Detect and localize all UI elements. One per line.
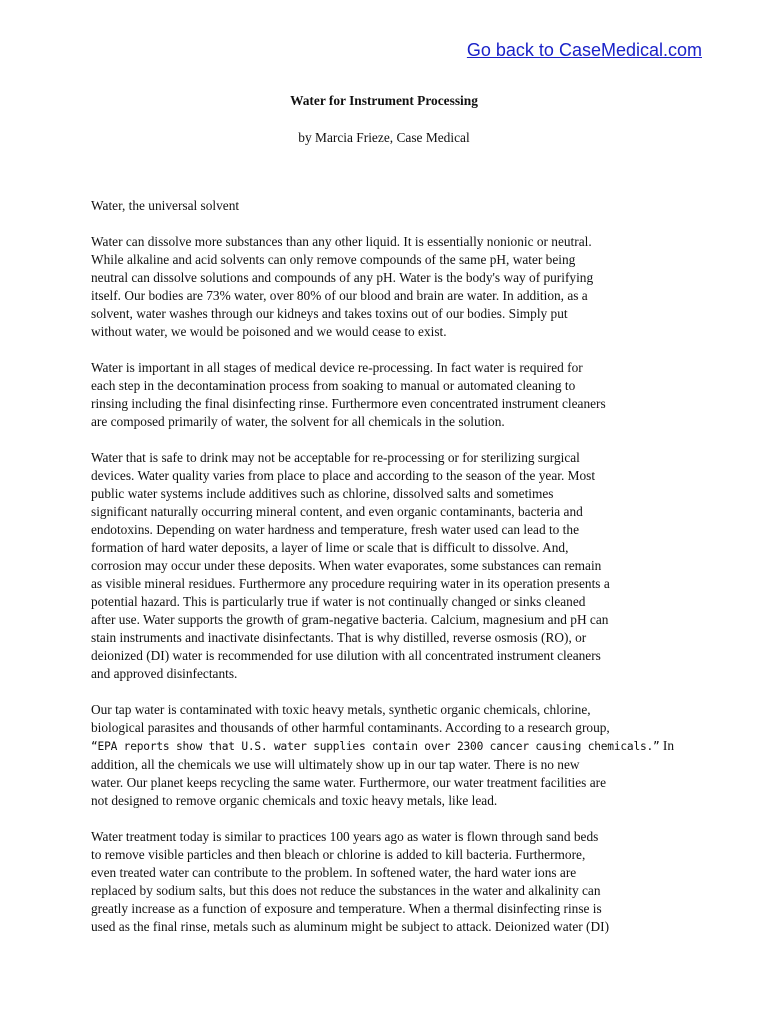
text-line: are composed primarily of water, the solvent for all chemicals in the solution. [91, 414, 505, 429]
paragraph-5 [91, 828, 686, 936]
text-line: replaced by sodium salts, but this does not reduce the substances in the water and alkalinity can [91, 883, 601, 898]
text-line: potential hazard. This is particularly true if water is not continually changed or sinks cleaned [91, 594, 586, 609]
text-line: biological parasites and thousands of other harmful contaminants. According to a research group, [91, 720, 610, 735]
text-line: Water can dissolve more substances than any other liquid. It is essentially nonionic or neutral. [91, 234, 592, 249]
text-line: corrosion may occur under these deposits. When water evaporates, some substances can remain [91, 558, 602, 573]
text-line: to remove visible particles and then bleach or chlorine is added to kill bacteria. Furthermore, [91, 847, 586, 862]
text-line: Water that is safe to drink may not be acceptable for re-processing or for sterilizing surgical [91, 450, 580, 465]
text-line: devices. Water quality varies from place to place and according to the season of the year. Most [91, 468, 596, 483]
paragraph-2 [91, 359, 686, 431]
text-line: and approved disinfectants. [91, 666, 238, 681]
text-line: even treated water can contribute to the problem. In softened water, the hard water ions are [91, 865, 577, 880]
text-line: solvent, water washes through our kidneys and takes toxins out of our bodies. Simply put [91, 306, 568, 321]
back-to-casemedical-link[interactable]: Go back to CaseMedical.com [466, 40, 702, 60]
text-line: each step in the decontamination process from soaking to manual or automated cleaning to [91, 378, 576, 393]
section-heading: Water, the universal solvent [91, 198, 240, 213]
article-title: Water for Instrument Processing [290, 93, 478, 108]
text-line: deionized (DI) water is recommended for use dilution with all concentrated instrument cleaners [91, 648, 601, 663]
text-line: after use. Water supports the growth of gram-negative bacteria. Calcium, magnesium and pH can [91, 612, 609, 627]
text-line-with-quote [91, 737, 686, 756]
text-line: greatly increase as a function of exposure and temperature. When a thermal disinfecting rinse is [91, 901, 602, 916]
text-line: Our tap water is contaminated with toxic heavy metals, synthetic organic chemicals, chlorine, [91, 702, 591, 717]
text-line: public water systems include additives such as chlorine, dissolved salts and sometimes [91, 486, 554, 501]
article-body [91, 197, 686, 954]
quote-tail: In [659, 738, 675, 753]
article-byline: by Marcia Frieze, Case Medical [298, 130, 470, 145]
paragraph-4 [91, 701, 686, 810]
text-line: rinsing including the final disinfecting rinse. Furthermore even concentrated instrument cleaners [91, 396, 606, 411]
text-line: endotoxins. Depending on water hardness and temperature, fresh water used can lead to the [91, 522, 579, 537]
text-line: used as the final rinse, metals such as aluminum might be subject to attack. Deionized water (DI) [91, 919, 610, 934]
text-line: without water, we would be poisoned and we would cease to exist. [91, 324, 447, 339]
text-line: significant naturally occurring mineral content, and even organic contaminants, bacteria and [91, 504, 583, 519]
text-line: Water is important in all stages of medical device re-processing. In fact water is required for [91, 360, 583, 375]
text-line: neutral can dissolve solutions and compounds of any pH. Water is the body's way of purifying [91, 270, 594, 285]
text-line: water. Our planet keeps recycling the same water. Furthermore, our water treatment facilities are [91, 775, 606, 790]
text-line: While alkaline and acid solvents can only remove compounds of the same pH, water being [91, 252, 576, 267]
paragraph-1 [91, 233, 686, 341]
text-line: itself. Our bodies are 73% water, over 80% of our blood and brain are water. In addition, as a [91, 288, 588, 303]
text-line: as visible mineral residues. Furthermore any procedure requiring water in its operation presents a [91, 576, 610, 591]
text-line: not designed to remove organic chemicals and toxic heavy metals, like lead. [91, 793, 498, 808]
text-line: Water treatment today is similar to practices 100 years ago as water is flown through sand beds [91, 829, 599, 844]
text-line: stain instruments and inactivate disinfectants. That is why distilled, reverse osmosis (RO), or [91, 630, 587, 645]
text-line: addition, all the chemicals we use will ultimately show up in our tap water. There is no new [91, 757, 580, 772]
epa-quote: “EPA reports show that U.S. water supplies contain over 2300 cancer causing chemicals.” [91, 740, 660, 753]
paragraph-3 [91, 449, 686, 683]
text-line: formation of hard water deposits, a layer of lime or scale that is difficult to dissolve. And, [91, 540, 569, 555]
